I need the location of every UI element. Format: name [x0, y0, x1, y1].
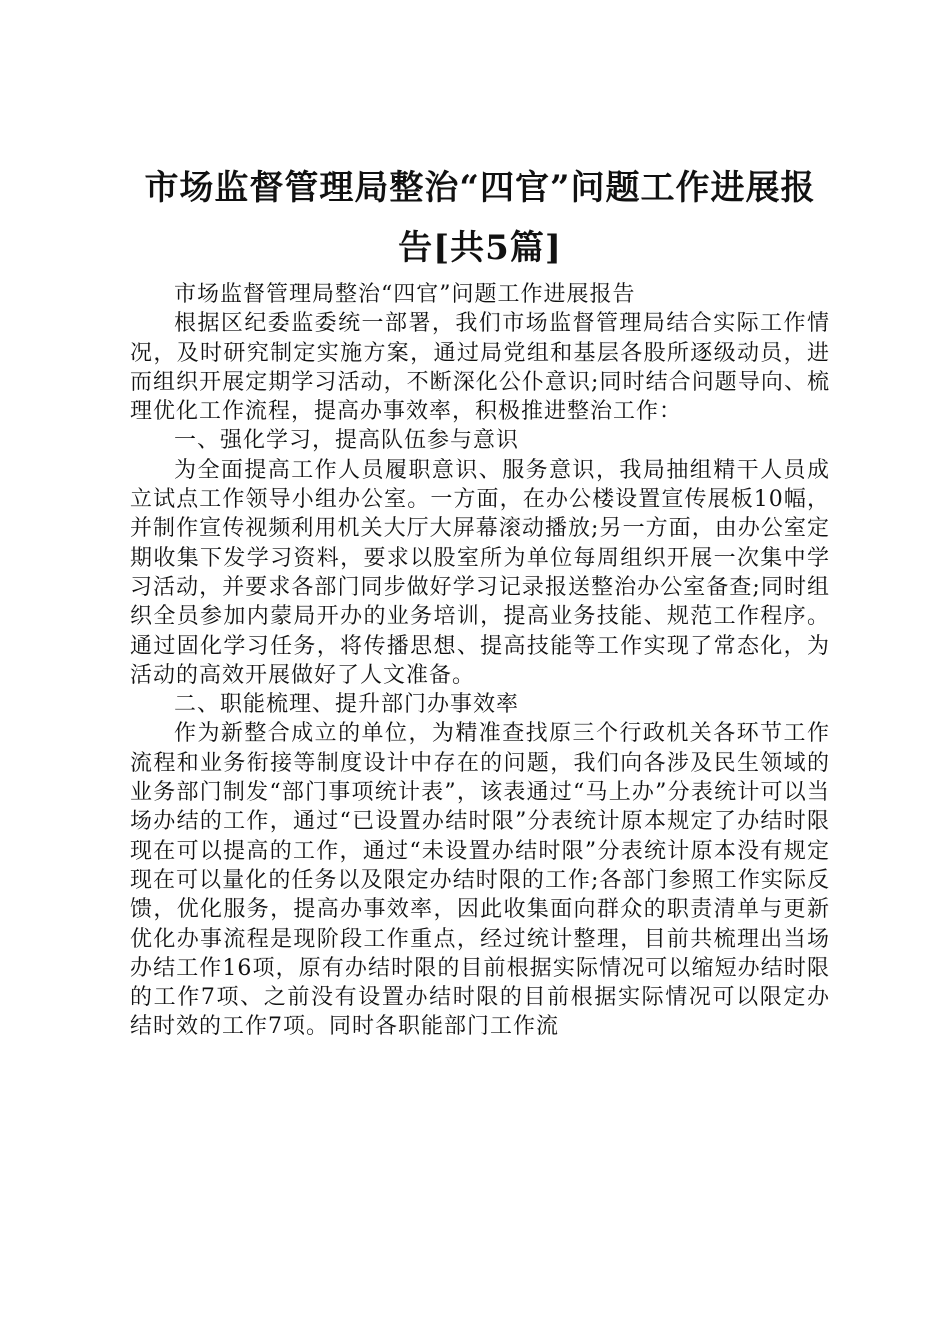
section-heading-1: 一、强化学习，提高队伍参与意识	[174, 428, 520, 454]
intro-paragraph: 根据区纪委监委统一部署，我们市场监督管理局结合实际工作情况，及时研究制定实施方案，通过局党组和基层各股所逐级动员，进而组织开展定期学习活动，不断深化公仆意识;同时结合问题导向、梳理优化工作流程，提高办事效率，积极推进整治工作：	[130, 311, 830, 425]
title-line-2: 告[共5篇]	[398, 228, 562, 268]
section-1-paragraph: 为全面提高工作人员履职意识、服务意识，我局抽组精干人员成立试点工作领导小组办公室。一方面，在办公楼设置宣传展板10幅，并制作宣传视频利用机关大厅大屏幕滚动播放;另一方面，由办公室定期收集下发学习资料，要求以股室所为单位每周组织开展一次集中学习活动，并要求各部门同步做好学习记录报送整治办公室备查;同时组织全员参加内蒙局开办的业务培训，提高业务技能、规范工作程序。通过固化学习任务，将传播思想、提高技能等工作实现了常态化，为活动的高效开展做好了人文准备。	[130, 457, 830, 688]
title-line-1: 市场监督管理局整治“四官”问题工作进展报	[144, 168, 816, 208]
document-page	[130, 0, 830, 1042]
document-body	[130, 280, 830, 1042]
section-heading-2: 二、职能梳理、提升部门办事效率	[174, 692, 520, 718]
subtitle-paragraph: 市场监督管理局整治“四官”问题工作进展报告	[174, 282, 636, 307]
section-2-paragraph: 作为新整合成立的单位，为精准查找原三个行政机关各环节工作流程和业务衔接等制度设计中存在的问题，我们向各涉及民生领域的业务部门制发“部门事项统计表”，该表通过“马上办”分表统计可以当场办结的工作，通过“已设置办结时限”分表统计原本规定了办结时限现在可以提高的工作，通过“未设置办结时限”分表统计原本没有规定现在可以量化的任务以及限定办结时限的工作;各部门参照工作实际反馈，优化服务，提高办事效率，因此收集面向群众的职责清单与更新优化办事流程是现阶段工作重点，经过统计整理，目前共梳理出当场办结工作16项，原有办结时限的目前根据实际情况可以缩短办结时限的工作7项、之前没有设置办结时限的目前根据实际情况可以限定办结时效的工作7项。同时各职能部门工作流	[130, 721, 830, 1040]
document-title	[130, 0, 830, 278]
